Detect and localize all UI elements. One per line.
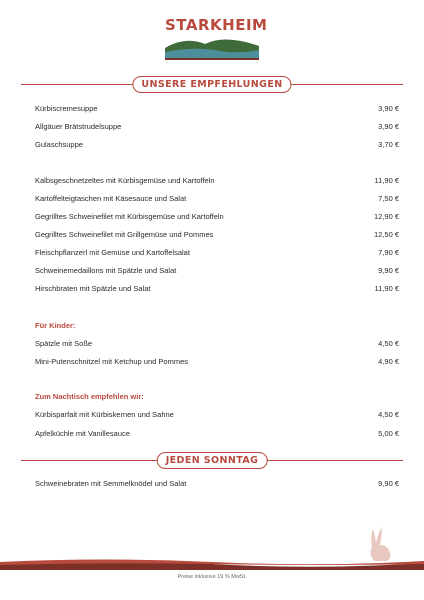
menu-item-name: Gulaschsuppe	[35, 140, 83, 149]
menu-item-price: 11,90 €	[374, 284, 399, 293]
menu-item	[35, 121, 399, 133]
menu-item-price: 3,70 €	[378, 140, 399, 149]
menu-item-name: Kartoffelteigtaschen mit Käsesauce und Salat	[35, 194, 187, 203]
menu-item-name: Mini-Putenschnitzel mit Ketchup und Pommes	[35, 357, 188, 366]
recommendations-banner: UNSERE EMPFEHLUNGEN	[132, 76, 291, 93]
menu-item	[35, 428, 399, 440]
menu-item	[35, 478, 399, 490]
menu-item-price: 5,00 €	[378, 429, 399, 438]
menu-item-price: 4,90 €	[378, 357, 399, 366]
menu-item-name: Fleischpflanzerl mit Gemüse und Kartoffelsalat	[35, 248, 190, 257]
kids-heading: Für Kinder:	[35, 321, 76, 330]
rabbit-icon	[360, 523, 400, 563]
sunday-banner: JEDEN SONNTAG	[157, 452, 268, 469]
menu-item	[35, 139, 399, 151]
menu-item	[35, 409, 399, 421]
menu-item	[35, 103, 399, 115]
restaurant-logo	[165, 6, 268, 72]
menu-item	[35, 283, 399, 295]
menu-item-name: Spätzle mit Soße	[35, 339, 93, 348]
menu-item	[35, 229, 399, 241]
menu-item-price: 11,90 €	[374, 176, 399, 185]
menu-item-name: Schweinemedaillons mit Spätzle und Salat	[35, 266, 177, 275]
menu-item-price: 3,90 €	[378, 104, 399, 113]
menu-item-price: 4,50 €	[378, 410, 399, 419]
menu-item	[35, 356, 399, 368]
menu-item	[35, 211, 399, 223]
menu-item-price: 7,90 €	[378, 248, 399, 257]
logo-wordmark: STARKHEIM	[165, 16, 268, 34]
menu-item-price: 9,90 €	[378, 266, 399, 275]
menu-item-name: Schweinebraten mit Semmelknödel und Salat	[35, 479, 187, 488]
menu-item-price: 4,50 €	[378, 339, 399, 348]
footer-band	[0, 558, 424, 570]
menu-item-price: 9,90 €	[378, 479, 399, 488]
menu-item-price: 7,50 €	[378, 194, 399, 203]
menu-item-name: Hirschbraten mit Spätzle und Salat	[35, 284, 151, 293]
menu-item-name: Kürbisparfait mit Kürbiskernen und Sahne	[35, 410, 174, 419]
menu-item-price: 12,90 €	[373, 212, 399, 221]
menu-item	[35, 338, 399, 350]
menu-item	[35, 175, 399, 187]
vat-note: Preise inklusive 19 % MwSt.	[177, 574, 247, 580]
logo-top-text	[165, 6, 259, 16]
menu-item-name: Kalbsgeschnetzeltes mit Kürbisgemüse und Kartoffeln	[35, 176, 215, 185]
menu-item	[35, 265, 399, 277]
menu-item-name: Allgäuer Brätstrudelsuppe	[35, 122, 122, 131]
menu-item-price: 3,90 €	[378, 122, 399, 131]
logo-landscape-icon	[165, 34, 259, 62]
dessert-heading: Zum Nachtisch empfehlen wir:	[35, 392, 144, 401]
menu-item-name: Apfelküchle mit Vanillesauce	[35, 429, 130, 438]
menu-item-name: Gegrilltes Schweinefilet mit Kürbisgemüse und Kartoffeln	[35, 212, 224, 221]
menu-item	[35, 193, 399, 205]
menu-item-price: 12,50 €	[373, 230, 399, 239]
menu-item-name: Kürbiscremesuppe	[35, 104, 98, 113]
menu-item-name: Gegrilltes Schweinefilet mit Grillgemüse und Pommes	[35, 230, 214, 239]
menu-item	[35, 247, 399, 259]
